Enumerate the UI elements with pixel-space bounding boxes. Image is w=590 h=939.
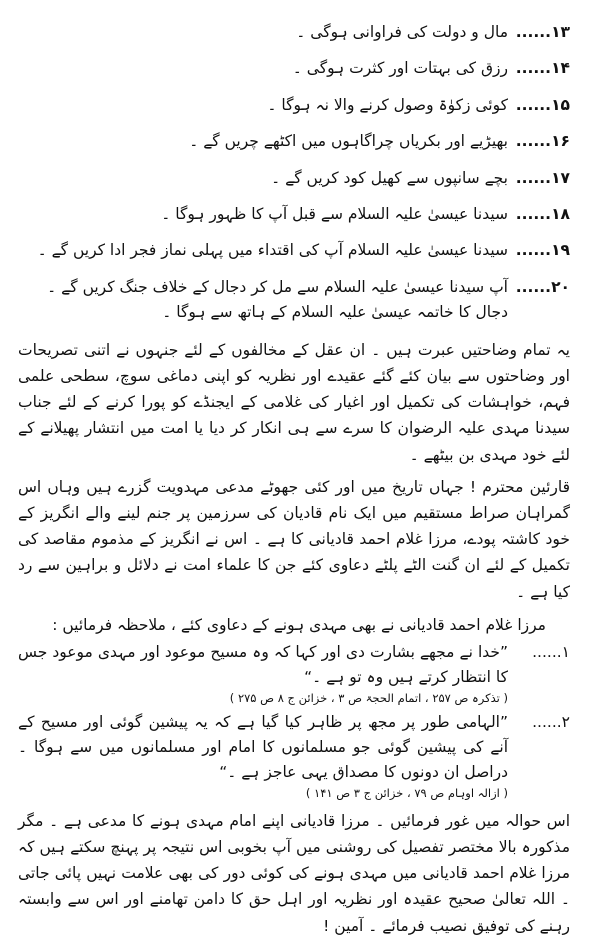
- list-item-text: سیدنا عیسیٰ علیہ السلام سے قبل آپ کا ظہور ہوگا ۔: [161, 204, 508, 223]
- list-item-text: کوئی زکوٰۃ وصول کرنے والا نہ ہوگا ۔: [267, 95, 508, 114]
- quote-body: [18, 640, 508, 707]
- quote-text: ”الہامی طور پر مجھ پر ظاہر کیا گیا ہے کہ یہ پیشین گوئی اور مسیح کے آنے کی پیشین گوئی جو مسلمانوں کا امام اور مسلمانوں میں سے ہوگا ۔ دراصل ان دونوں کا مصداق یہی عاجز ہے ۔“: [18, 712, 508, 781]
- list-item-16: [18, 129, 570, 154]
- list-number: ۱۳......: [515, 23, 570, 41]
- list-item-text: سیدنا عیسیٰ علیہ السلام آپ کی اقتداء میں پہلی نماز فجر ادا کریں گے ۔: [37, 241, 508, 260]
- list-number: ۲۰......: [515, 277, 570, 296]
- list-number: ۱۸......: [515, 204, 570, 223]
- list-item-text: بھیڑیے اور بکریاں چراگاہوں میں اکٹھے چریں گے ۔: [189, 132, 508, 151]
- quote-text: ”خدا نے مجھے بشارت دی اور کہا کہ وہ مسیح موعود اور مہدی موعود جس کا انتظار کرتے ہیں وہ تو ہے ۔“: [18, 642, 508, 686]
- list-item-20: [18, 275, 570, 325]
- list-item-15: [18, 93, 570, 118]
- list-number: ۱۷......: [515, 168, 570, 187]
- paragraph-conclusion: اس حوالہ میں غور فرمائیں ۔ مرزا قادیانی اپنے امام مہدی ہونے کا مدعی ہے ۔ مگر مذکورہ بالا مختصر تفصیل کی روشنی میں آپ بخوبی اس نتیجہ پر پہنچ سکتے ہیں کہ مرزا غلام احمد قادیانی میں مہدی ہونے کی کوئی دور کی بھی علامت نہیں پائی جاتی ۔ اللہ تعالیٰ صحیح عقیدہ اور نظریہ اور اہل حق کا دامن تھامنے اور اس سے وابستہ رہنے کی توفیق نصیب فرمائے ۔ آمین !: [18, 811, 570, 935]
- quote-number: ۱......: [532, 642, 570, 661]
- list-number: ۱۶......: [515, 132, 570, 151]
- list-item-18: [18, 202, 570, 227]
- list-item-text: آپ سیدنا عیسیٰ علیہ السلام سے مل کر دجال کے خلاف جنگ کریں گے ۔ دجال کا خاتمہ عیسیٰ علیہ السلام کے ہاتھ سے ہوگا ۔: [47, 277, 508, 321]
- paragraph-readers: قارئین محترم ! جہاں تاریخ میں اور کئی جھوٹے مدعی مہدویت گزرے ہیں وہاں اس گمراہان صراط مستقیم میں ایک نام قادیان کی سرزمین پر جنم لینے والے انگریز کے خود کاشتہ پودے، مرزا غلام احمد قادیانی کا ہے ۔ اس نے انگریز کے مذموم مقاصد کی تکمیل کے لئے ان گنت الٹے پلٹے دعاوی کئے جن کا علماء امت نے دلائل و براہین سے رد کیا ہے ۔: [18, 477, 570, 601]
- list-item-text: بچے سانپوں سے کھیل کود کریں گے ۔: [271, 168, 508, 187]
- list-item-14: [18, 56, 570, 81]
- quote-reference: ( ازالہ اوہام ص ۷۹ ، خزائن ج ۳ ص ۱۴۱ ): [305, 785, 508, 800]
- quotes-intro: مرزا غلام احمد قادیانی نے بھی مہدی ہونے کے دعاوی کئے ، ملاحظہ فرمائیں :: [52, 615, 546, 634]
- quote-number: ۲......: [532, 712, 570, 731]
- quote-body: [18, 710, 508, 802]
- quote-reference: ( تذکرہ ص ۲۵۷ ، اتمام الحجۃ ص ۳ ، خزائن ج ۸ ص ۲۷۵ ): [229, 690, 508, 705]
- list-item-17: [18, 166, 570, 191]
- list-number: ۱۵......: [515, 95, 570, 114]
- list-item-13: [18, 20, 570, 45]
- list-item-text: مال و دولت کی فراوانی ہوگی ۔: [296, 23, 508, 41]
- list-number: ۱۴......: [515, 59, 570, 78]
- quote-2: [18, 710, 570, 802]
- list-number: ۱۹......: [515, 241, 570, 260]
- list-item-text: رزق کی بہتات اور کثرت ہوگی ۔: [292, 59, 508, 78]
- list-item-19: [18, 238, 570, 263]
- quote-1: [18, 640, 570, 707]
- paragraph-warning: یہ تمام وضاحتیں عبرت ہیں ۔ ان عقل کے مخالفوں کے لئے جنہوں نے اتنی تصریحات اور وضاحتوں سے بیان کئے گئے عقیدے اور نظریہ کو اپنی دماغی سوچ، سطحی علمی فہم، خواہشات کی تکمیل اور اغیار کی غلامی کے ایجنڈے کو پورا کرنے کے لئے جناب سیدنا مہدی علیہ الرضوان کا سرے سے ہی انکار کر دیا یا امت میں انتشار پھیلانے کے لئے خود مہدی بن بیٹھے ۔: [18, 340, 570, 464]
